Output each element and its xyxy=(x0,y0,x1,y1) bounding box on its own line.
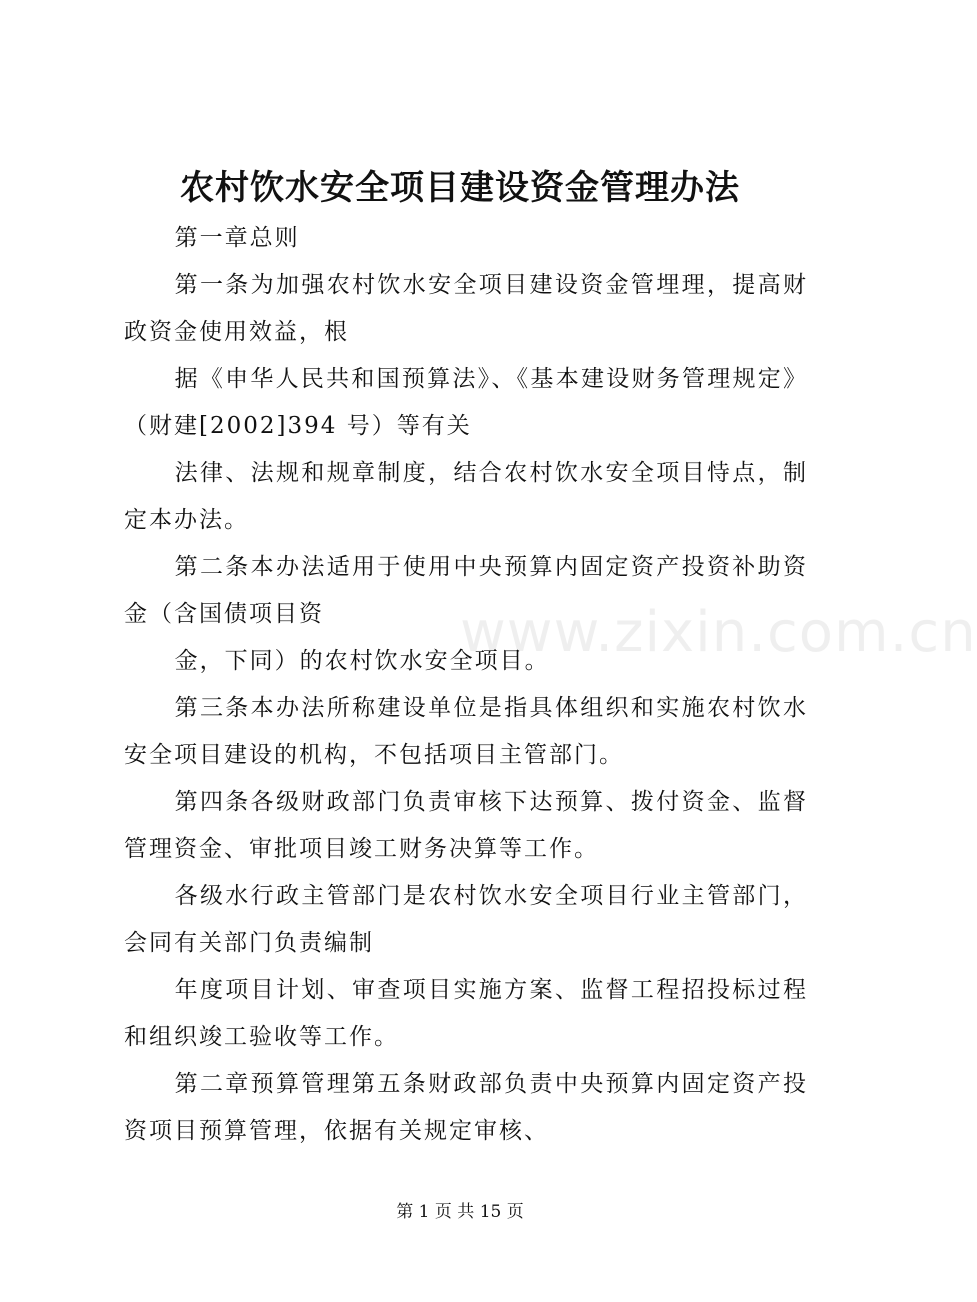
page-footer: 第 1 页 共 15 页 xyxy=(396,1202,524,1222)
paragraph: 年度项目计划、审查项目实施方案、监督工程招投标过程和组织竣工验收等工作。 xyxy=(124,977,808,1050)
watermark: www.zixin.com.cn xyxy=(460,600,977,665)
document-title: 农村饮水安全项目建设资金管理办法 xyxy=(180,168,740,208)
paragraph: 第三条本办法所称建设单位是指具体组织和实施农村饮水安全项目建设的机构，不包括项目主管部门。 xyxy=(124,695,808,768)
paragraph: 第四条各级财政部门负责审核下达预算、拨付资金、监督管理资金、审批项目竣工财务决算等工作。 xyxy=(124,789,808,862)
paragraph: 第二条本办法适用于使用中央预算内固定资产投资补助资金（含国债项目资 xyxy=(124,554,808,627)
paragraph: 法律、法规和规章制度，结合农村饮水安全项目恃点，制定本办法。 xyxy=(124,460,808,533)
document-body xyxy=(124,215,808,1155)
paragraph: 各级水行政主管部门是农村饮水安全项目行业主管部门，会同有关部门负责编制 xyxy=(124,883,808,956)
paragraph: 第一章总则 xyxy=(174,225,300,251)
paragraph: 第二章预算管理第五条财政部负责中央预算内固定资产投资项目预算管理，依据有关规定审核、 xyxy=(124,1071,808,1144)
paragraph: 金，下同）的农村饮水安全项目。 xyxy=(174,648,550,674)
paragraph: 据《申华人民共和国预算法》、《基本建设财务管理规定》（财建[2002]394 号）等有关 xyxy=(124,366,808,439)
paragraph: 第一条为加强农村饮水安全项目建设资金管埋理，提高财政资金使用效益，根 xyxy=(124,272,808,345)
